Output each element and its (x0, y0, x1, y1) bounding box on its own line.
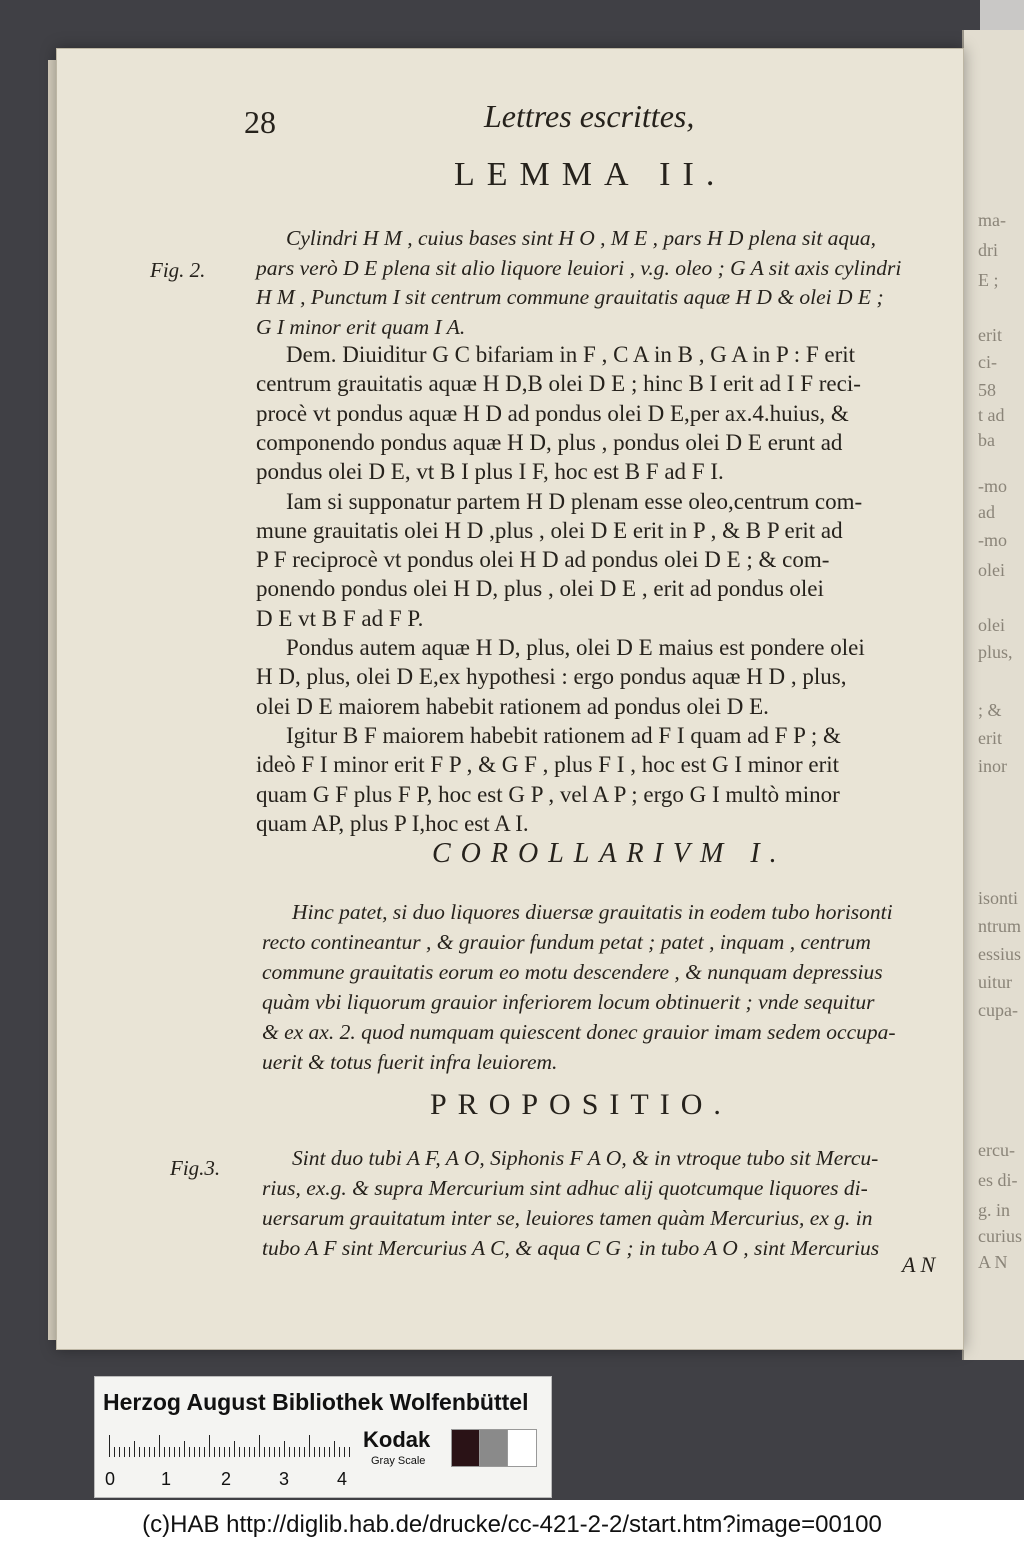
ghost-text: dri (978, 240, 998, 260)
ruler-tick (234, 1441, 235, 1457)
ruler-tick (299, 1447, 300, 1457)
ruler-tick (119, 1447, 120, 1457)
gray-patch-mid (479, 1429, 509, 1467)
text-line: H M , Punctum I sit centrum commune grauitatis aquæ H D & olei D E ; (256, 285, 884, 309)
ghost-text: 58 (978, 380, 996, 400)
ghost-text: ; & (978, 700, 1002, 720)
library-name: Herzog August Bibliothek Wolfenbüttel (103, 1389, 529, 1415)
ruler-tick (114, 1447, 115, 1457)
text-line: rius, ex.g. & supra Mercurium sint adhuc alij quotcumque liquores di- (262, 1176, 868, 1200)
ruler-tick (334, 1441, 335, 1457)
gray-patch-dark (451, 1429, 481, 1467)
color-target-card (94, 1376, 552, 1498)
ghost-text: plus, (978, 642, 1013, 662)
text-line: Dem. Diuiditur G C bifariam in F , C A in B , G A in P : F erit (286, 342, 856, 367)
text-line: ponendo pondus olei H D, plus , olei D E , erit ad pondus olei (256, 576, 824, 602)
ruler-tick (129, 1447, 130, 1457)
ruler-tick (314, 1447, 315, 1457)
text-line: H D, plus, olei D E,ex hypothesi : ergo pondus aquæ H D , plus, (256, 664, 847, 690)
scale-number: 2 (221, 1469, 232, 1489)
text-line: olei D E maiorem habebit rationem ad pondus olei D E. (256, 693, 769, 719)
ruler-tick (174, 1447, 175, 1457)
scale-number: 0 (105, 1469, 116, 1489)
ruler-tick (214, 1447, 215, 1457)
text-line: quàm vbi liquorum grauior inferiorem locum obtinuerit ; vnde sequitur (262, 990, 875, 1014)
text-line: uerit & totus fuerit infra leuiorem. (262, 1050, 558, 1074)
kodak-logo: Kodak (363, 1427, 431, 1452)
text-line: Sint duo tubi A F, A O, Siphonis F A O, & in vtroque tubo sit Mercu- (292, 1146, 879, 1170)
ruler-tick (169, 1447, 170, 1457)
ruler-tick (294, 1447, 295, 1457)
ghost-text: g. in (978, 1200, 1011, 1220)
ruler-tick (194, 1447, 195, 1457)
ruler-tick (154, 1447, 155, 1457)
ruler-tick (279, 1447, 280, 1457)
ruler-tick (144, 1447, 145, 1457)
text-line: & ex ax. 2. quod numquam quiescent donec grauior imam sedem occupa- (262, 1020, 896, 1044)
ghost-text: es di- (978, 1170, 1018, 1190)
ruler-tick (259, 1435, 260, 1457)
text-line: Igitur B F maiorem habebit rationem ad F I quam ad F P ; & (286, 722, 841, 748)
ghost-text: ercu- (978, 1140, 1015, 1160)
text-line: ideò F I minor erit F P , & G F , plus F I , hoc est G I minor erit (256, 752, 840, 778)
gray-scale-label: Gray Scale (371, 1455, 426, 1467)
ruler-tick (324, 1447, 325, 1457)
scale-ruler (109, 1435, 349, 1457)
ghost-text: ntrum (978, 916, 1021, 936)
ghost-text: erit (978, 325, 1002, 345)
ruler-tick (289, 1447, 290, 1457)
ghost-text: ci- (978, 352, 997, 372)
ghost-text: erit (978, 728, 1002, 748)
ghost-text: olei (978, 560, 1005, 580)
text-line: quam G F plus F P, hoc est G P , vel A P ; ergo G I multò minor (256, 781, 840, 807)
text-line: pondus olei D E, vt B I plus I F, hoc est B F ad F I. (256, 459, 724, 485)
ruler-tick (319, 1447, 320, 1457)
text-line: Pondus autem aquæ H D, plus, olei D E maius est pondere olei (286, 635, 865, 660)
text-line: Iam si supponatur partem H D plenam esse oleo,centrum com- (286, 488, 863, 514)
copyright-caption[interactable]: (c)HAB http://diglib.hab.de/drucke/cc-421-2-2/start.htm?image=00100 (0, 1500, 1024, 1550)
ruler-tick (239, 1447, 240, 1457)
ghost-text: t ad (978, 405, 1005, 425)
ruler-tick (224, 1447, 225, 1457)
ghost-text: curius (978, 1226, 1022, 1246)
ruler-tick (264, 1447, 265, 1457)
ruler-tick (204, 1447, 205, 1457)
ruler-tick (199, 1447, 200, 1457)
text-line: uersarum grauitatum inter se, leuiores tamen quàm Mercurius, ex g. in (262, 1206, 873, 1230)
ruler-tick (244, 1447, 245, 1457)
ruler-tick (189, 1447, 190, 1457)
text-line: G I minor erit quam I A. (256, 314, 466, 339)
ghost-text: inor (978, 756, 1007, 776)
ruler-tick (139, 1447, 140, 1457)
text-line: recto contineantur , & grauior fundum petat ; patet , inquam , centrum (262, 930, 871, 954)
ruler-tick (124, 1447, 125, 1457)
ruler-tick (309, 1435, 310, 1457)
text-line: mune grauitatis olei H D ,plus , olei D E erit in P , & B P erit ad (256, 517, 843, 543)
text-line: P F reciprocè vt pondus olei H D ad pondus olei D E ; & com- (256, 547, 830, 573)
text-line: procè vt pondus aquæ H D ad pondus olei D E,per ax.4.huius, & (256, 400, 849, 426)
ruler-tick (229, 1447, 230, 1457)
ruler-tick (344, 1447, 345, 1457)
ruler-tick (179, 1447, 180, 1457)
text-line: tubo A F sint Mercurius A C, & aqua C G ; in tubo A O , sint Mercurius (262, 1236, 880, 1260)
ghost-text: essius (978, 944, 1022, 964)
ruler-tick (339, 1447, 340, 1457)
ruler-tick (329, 1447, 330, 1457)
scale-number: 1 (161, 1469, 172, 1489)
ruler-tick (209, 1435, 210, 1457)
text-line: commune grauitatis eorum eo motu descendere , & nunquam depressius (262, 960, 883, 984)
ghost-text: -mo (978, 476, 1007, 496)
text-line: Hinc patet, si duo liquores diuersæ grauitatis in eodem tubo horisonti (292, 900, 893, 924)
ruler-tick (134, 1441, 135, 1457)
text-line: Cylindri H M , cuius bases sint H O , M E , pars H D plena sit aqua, (286, 226, 877, 250)
scale-number: 3 (279, 1469, 290, 1489)
ruler-tick (164, 1447, 165, 1457)
ghost-text: -mo (978, 530, 1007, 550)
page-number: 28 (244, 104, 276, 140)
gray-patch-white (507, 1429, 537, 1467)
ruler-tick (184, 1441, 185, 1457)
ghost-text: cupa- (978, 1000, 1018, 1020)
ruler-tick (284, 1441, 285, 1457)
figure-reference-2: Fig. 2. (150, 258, 206, 282)
ghost-text: olei (978, 615, 1005, 635)
ruler-tick (149, 1447, 150, 1457)
text-line: quam AP, plus P I,hoc est A I. (256, 810, 529, 836)
ruler-tick (304, 1447, 305, 1457)
text-line: componendo pondus aquæ H D, plus , pondus olei D E erunt ad (256, 429, 843, 455)
ruler-tick (254, 1447, 255, 1457)
lemma-heading: LEMMA II. (454, 156, 727, 193)
ghost-text: ma- (978, 210, 1006, 230)
ghost-text: ad (978, 502, 995, 522)
text-line: pars verò D E plena sit alio liquore leuiori , v.g. oleo ; G A sit axis cylindri (256, 255, 902, 280)
ruler-tick (274, 1447, 275, 1457)
ghost-text: isonti (978, 888, 1019, 908)
corollary-heading: COROLLARIVM I. (432, 838, 787, 869)
text-line: centrum grauitatis aquæ H D,B olei D E ; hinc B I erit ad I F reci- (256, 371, 861, 397)
running-head: Lettres escrittes, (484, 98, 695, 134)
ruler-tick (249, 1447, 250, 1457)
catchword: A N (902, 1252, 936, 1277)
text-line: D E vt B F ad F P. (256, 605, 424, 631)
figure-reference-3: Fig.3. (170, 1156, 221, 1180)
ghost-text: ba (978, 430, 995, 450)
ruler-tick (159, 1435, 160, 1457)
ruler-tick (219, 1447, 220, 1457)
ghost-text: uitur (978, 972, 1012, 992)
ghost-text: A N (978, 1252, 1008, 1272)
proposition-heading: PROPOSITIO. (430, 1088, 732, 1121)
ruler-tick (269, 1447, 270, 1457)
ruler-tick (109, 1435, 110, 1457)
ruler-tick (349, 1447, 350, 1457)
ghost-text: E ; (978, 270, 999, 290)
scale-number: 4 (337, 1469, 348, 1489)
